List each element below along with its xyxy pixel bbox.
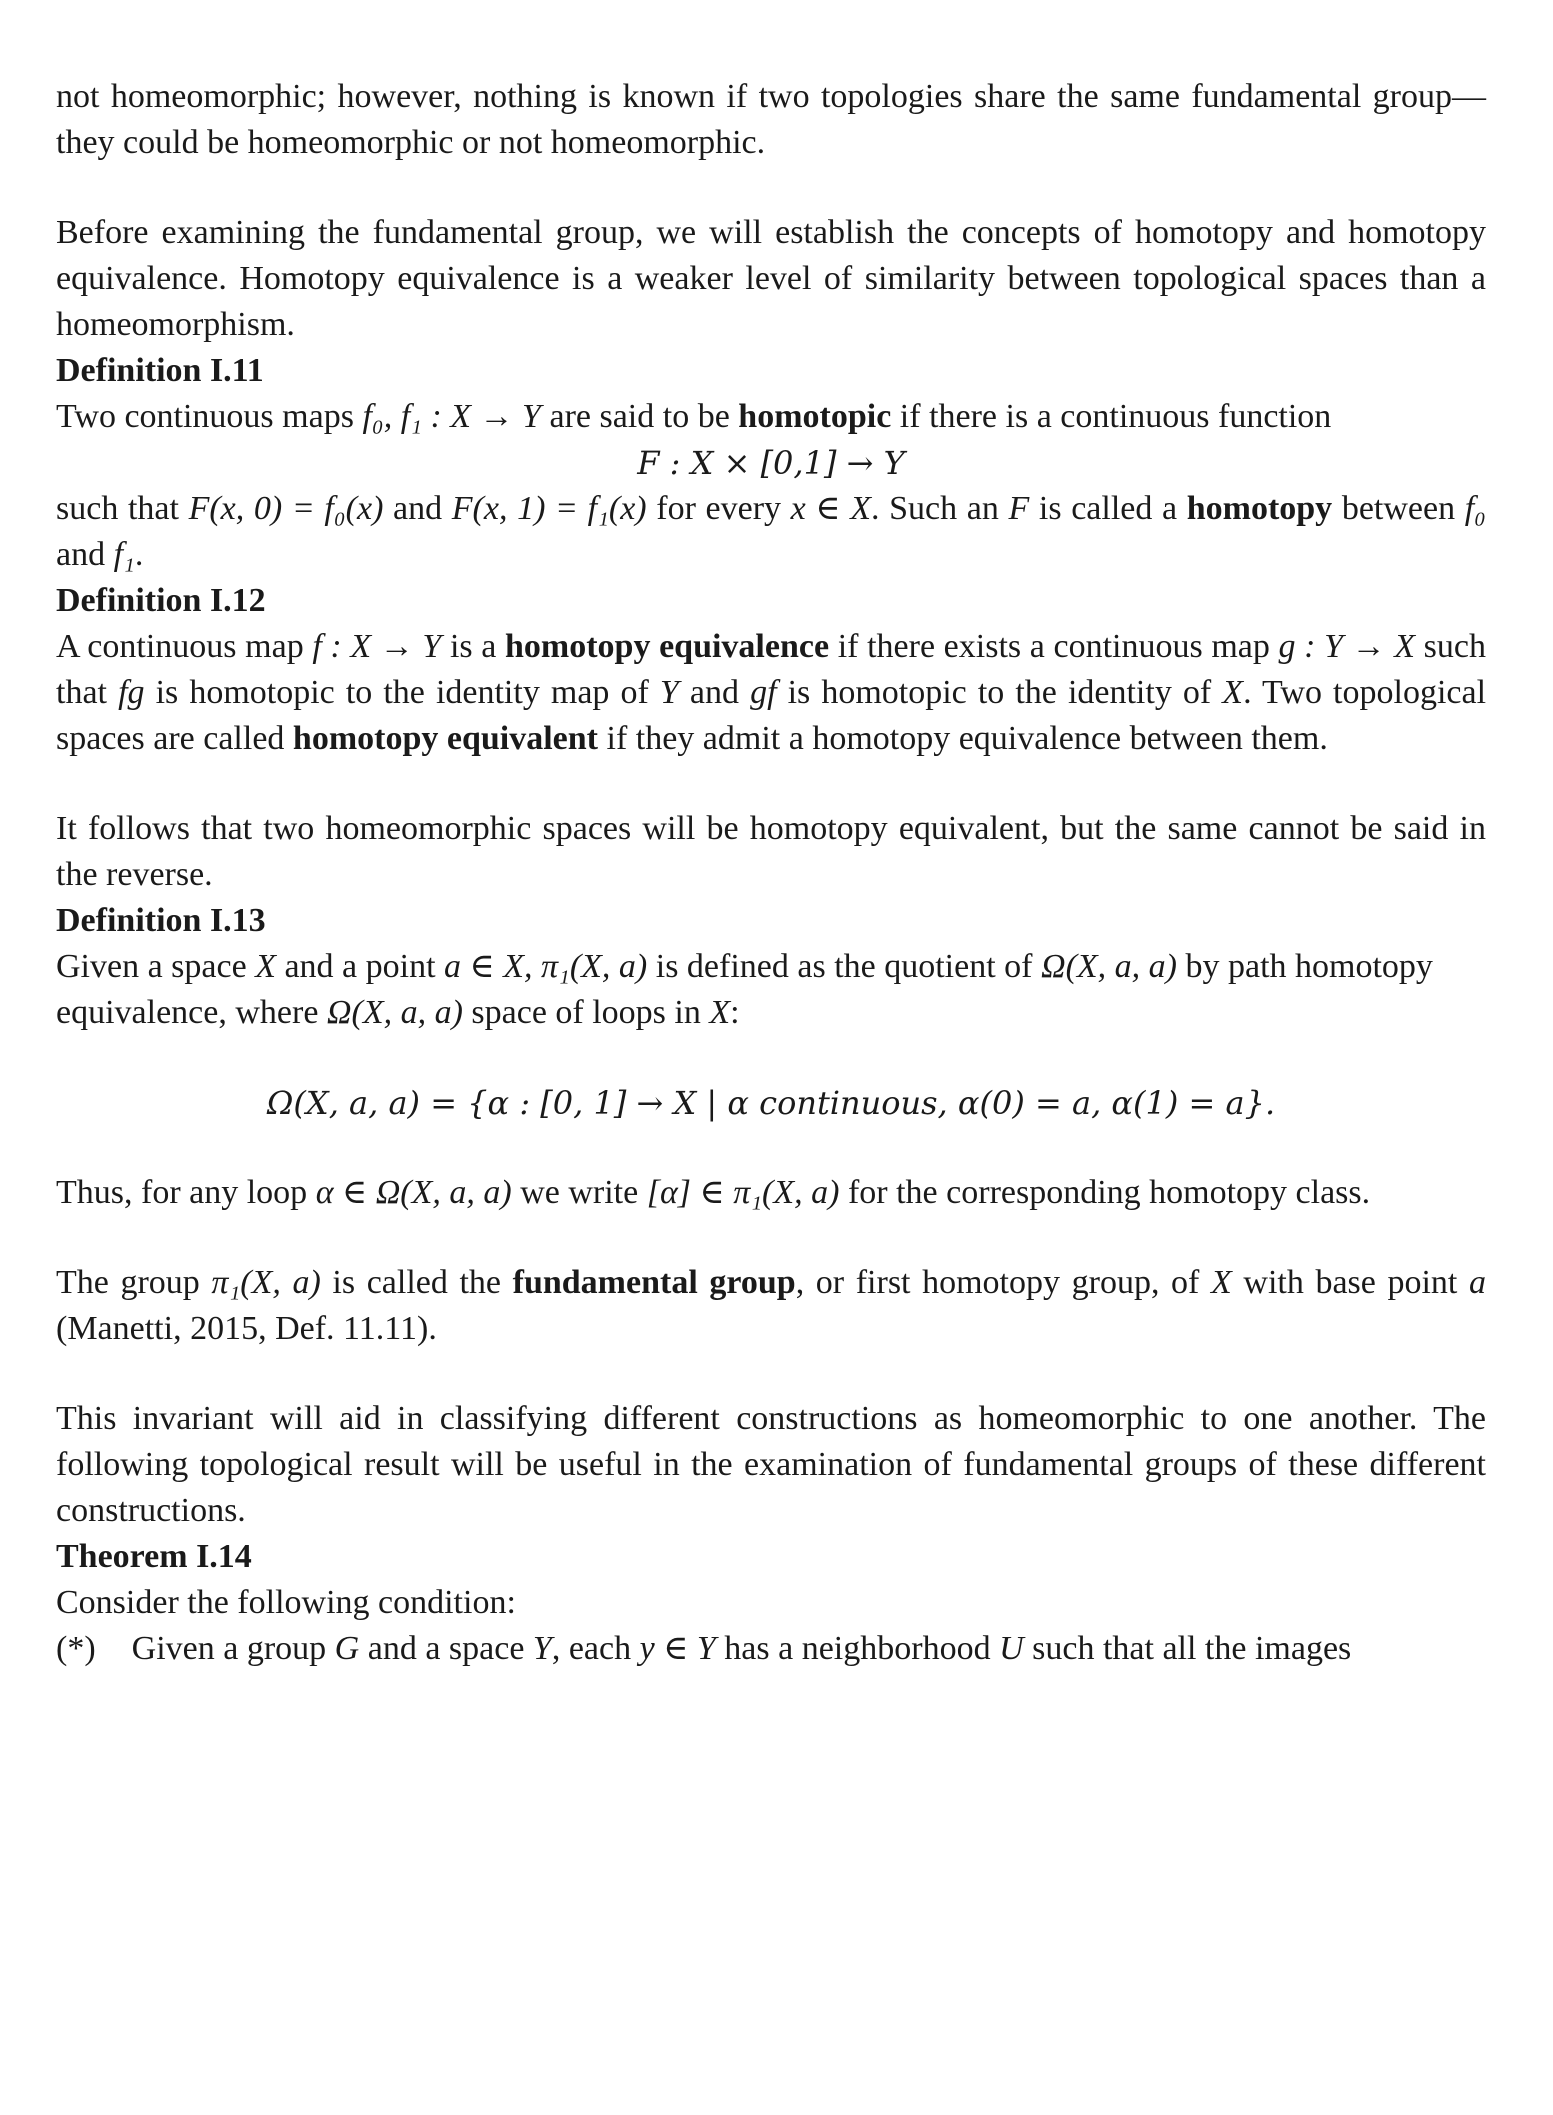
theorem-14-intro: Consider the following condition: — [56, 1584, 516, 1621]
homeomorphic-remark-paragraph: It follows that two homeomorphic spaces will be homotopy equivalent, but the same cannot be said in the reverse. — [56, 810, 1486, 893]
intro-paragraph-1: not homeomorphic; however, nothing is known if two topologies share the same fundamental group—they could be homeomorphic or not homeomorphic. — [56, 78, 1486, 161]
definition-11-heading: Definition I.11 — [56, 352, 264, 389]
definition-12-body: A continuous map f : X → Y is a homotopy equivalence if there exists a continuous map g : Y → X such that fg is homotopic to the identity map of Y and gf is homotopic to the identity of X. Two topological spaces are called homotopy equivalent if they admit a homotopy equivalence between them. — [56, 628, 1487, 757]
definition-11-line-1: Two continuous maps f₀, f₁ : X → Y are said to be homotopic if there is a continuous function — [56, 398, 1332, 435]
condition-text: Given a group G and a space Y, each y ∈ Y has a neighborhood U such that all the images — [131, 1630, 1352, 1667]
intro-paragraph-2: Before examining the fundamental group, we will establish the concepts of homotopy and homotopy equivalence. Homotopy equivalence is a weaker level of similarity between topological spaces than a homeomorphism. — [56, 214, 1486, 343]
definition-13-display-equation: Ω(X, a, a) = {α : [0, 1] → X | α continuous, α(0) = a, α(1) = a}. — [266, 1084, 1276, 1122]
definition-12-heading: Definition I.12 — [56, 582, 266, 619]
document-page — [56, 74, 1486, 1672]
definition-13-body: Given a space X and a point a ∈ X, π₁(X, a) is defined as the quotient of Ω(X, a, a) by path homotopy equivalence, where Ω(X, a, a) space of loops in X: — [56, 948, 1433, 1031]
definition-11-display-equation: F : X × [0,1] → Y — [637, 444, 905, 482]
invariant-paragraph: This invariant will aid in classifying different constructions as homeomorphic to one another. The following topological result will be useful in the examination of fundamental groups of these different constructions. — [56, 1400, 1486, 1529]
condition-marker: (*) — [56, 1630, 96, 1667]
definition-13-heading: Definition I.13 — [56, 902, 266, 939]
loop-class-paragraph: Thus, for any loop α ∈ Ω(X, a, a) we write [α] ∈ π₁(X, a) for the corresponding homotopy class. — [56, 1174, 1371, 1211]
theorem-14-heading: Theorem I.14 — [56, 1538, 252, 1575]
definition-11-line-2: such that F(x, 0) = f₀(x) and F(x, 1) = f₁(x) for every x ∈ X. Such an F is called a homotopy between f₀ and f₁. — [56, 490, 1487, 573]
fundamental-group-paragraph: The group π₁(X, a) is called the fundamental group, or first homotopy group, of X with base point a (Manetti, 2015, Def. 11.11). — [56, 1264, 1486, 1347]
theorem-14-condition — [56, 1626, 1486, 1672]
